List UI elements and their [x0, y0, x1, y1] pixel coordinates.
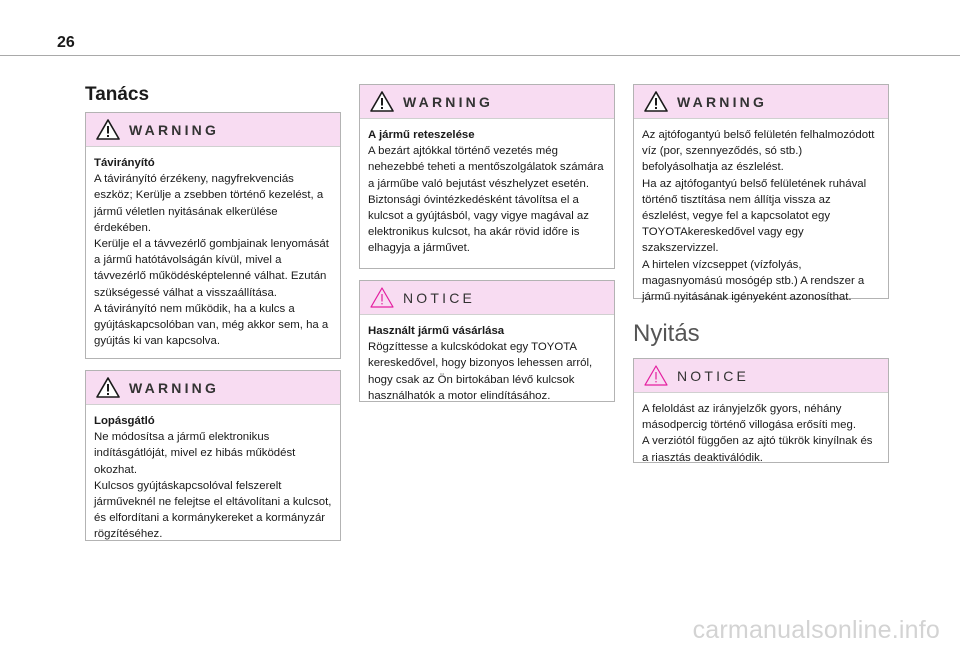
warning-triangle-icon	[644, 91, 668, 112]
warning-header	[86, 371, 340, 405]
warning-triangle-icon	[96, 119, 120, 140]
warning-title: A jármű reteszelése	[368, 129, 475, 141]
notice-box	[633, 358, 889, 463]
notice-title: Használt jármű vásárlása	[368, 325, 505, 337]
warning-box	[633, 84, 889, 304]
warning-triangle-icon	[370, 91, 394, 112]
warning-paragraph: Kulcsos gyújtáskapcsolóval felszerelt járműveknél ne felejtse el eltávolítani a kulcsot, és elfordítani a kormánykereket a kormányzár rögzítéséhez.	[94, 479, 332, 541]
warning-paragraph: A távirányító nem működik, ha a kulcs a gyújtáskapcsolóban van, még akkor sem, ha a gyújtás ki van kapcsolva.	[94, 302, 329, 348]
notice-paragraph: A verziótól függően az ajtó tükrök kinyílnak és a riasztás deaktiválódik.	[642, 435, 873, 464]
warning-header	[86, 113, 340, 147]
warning-label: WARNING	[403, 93, 494, 110]
warning-paragraph: Ha az ajtófogantyú belső felületének ruhával történő tisztítása nem állítja vissza az észlelést, vegye fel a kapcsolatot egy TOYOTAkereskedővel vagy egy szakszervizzel.	[642, 177, 867, 255]
notice-body	[634, 393, 888, 474]
notice-body	[360, 315, 614, 412]
notice-paragraph: A feloldást az irányjelzők gyors, néhány másodpercig történő villogása erősíti meg.	[642, 403, 856, 432]
warning-label: WARNING	[129, 121, 220, 138]
warning-triangle-icon	[96, 377, 120, 398]
notice-label: NOTICE	[677, 367, 750, 384]
warning-label: WARNING	[129, 379, 220, 396]
notice-box	[359, 280, 615, 402]
warning-paragraph: Ne módosítsa a jármű elektronikus indításgátlóját, mivel ez hibás működést okozhat.	[94, 431, 296, 476]
warning-title: Lopásgátló	[94, 415, 155, 427]
warning-paragraph: Kerülje el a távvezérlő gombjainak lenyomását a jármű hatótávolságán kívül, mivel a távvezérlő működésképtelenné válhat. Ezután szükségessé válhat a visszaállítása.	[94, 238, 329, 299]
notice-triangle-icon	[370, 287, 394, 308]
warning-paragraph: A távirányító érzékeny, nagyfrekvenciás eszköz; Kerülje a zsebben történő kezelést, a jármű véletlen nyitásának elkerülése érdekében.	[94, 173, 324, 234]
warning-paragraph: A bezárt ajtókkal történő vezetés még nehezebbé teheti a mentőszolgálatok számára a járműbe való bejutást vészhelyzet esetén.	[368, 145, 604, 190]
warning-body	[86, 147, 340, 357]
warning-label: WARNING	[677, 93, 768, 110]
warning-header	[634, 85, 888, 119]
warning-paragraph: Biztonsági óvintézkedésként távolítsa el a kulcsot a gyújtásból, vagy vigye magával az elektronikus kulcsot, ha akár rövid időre is elhagyja a járművet.	[368, 193, 589, 255]
top-rule	[0, 55, 960, 56]
notice-triangle-icon	[644, 365, 668, 386]
notice-header	[360, 281, 614, 315]
watermark: carmanualsonline.info	[692, 616, 940, 644]
warning-box	[359, 84, 615, 269]
section-heading: Nyitás	[633, 320, 700, 347]
warning-body	[360, 119, 614, 265]
notice-label: NOTICE	[403, 289, 476, 306]
section-heading: Tanács	[85, 84, 150, 105]
notice-header	[634, 359, 888, 393]
warning-paragraph: A hirtelen vízcseppet (vízfolyás, magasnyomású mosógép stb.) A rendszer a jármű nyitásának igényeként azonosíthat.	[642, 258, 865, 304]
warning-title: Távirányító	[94, 157, 155, 169]
warning-box	[85, 112, 341, 359]
warning-box	[85, 370, 341, 541]
warning-body	[634, 119, 888, 313]
page-number: 26	[57, 34, 75, 51]
warning-paragraph: Az ajtófogantyú belső felületén felhalmozódott víz (por, szennyeződés, só stb.) befolyásolhatja az észlelést.	[642, 129, 875, 174]
warning-body	[86, 405, 340, 551]
warning-header	[360, 85, 614, 119]
notice-paragraph: Rögzíttesse a kulcskódokat egy TOYOTA kereskedővel, hogy bizonyos lehessen arról, hogy csak az Ön birtokában lévő kulcsok használhatók a motor elindításához.	[368, 341, 593, 402]
